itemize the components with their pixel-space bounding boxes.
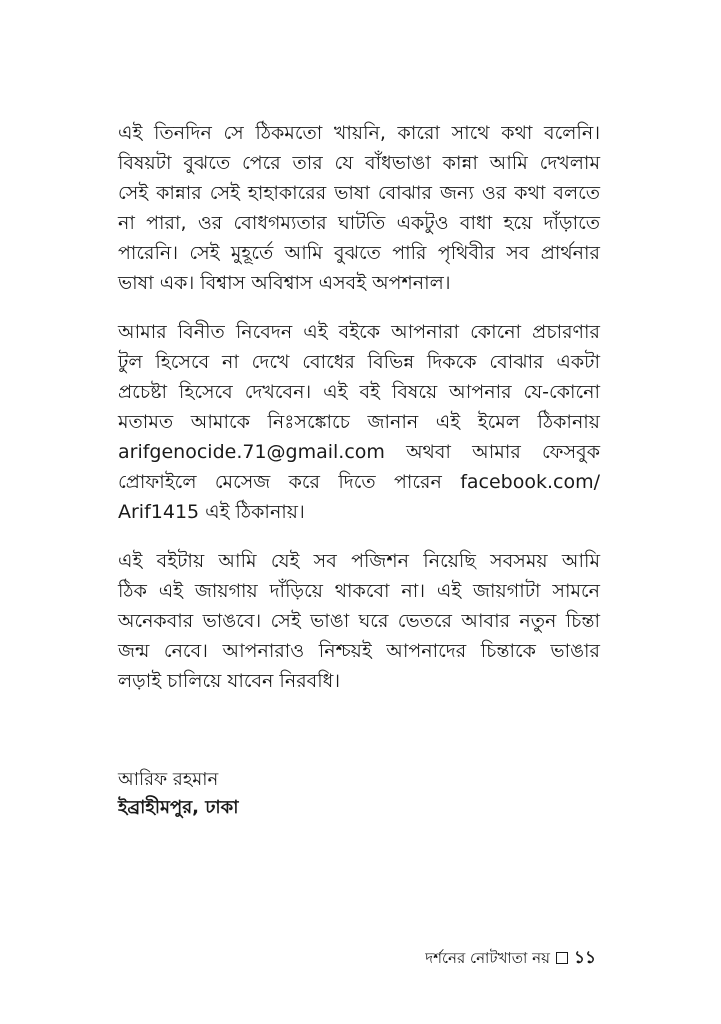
page-number: ১১ xyxy=(573,948,596,968)
author-name: আরিফ রহমান xyxy=(118,769,219,790)
author-place: ইব্রাহীমপুর, ঢাকা xyxy=(118,797,239,818)
facebook-line: প্রোফাইলে মেসেজ করে দিতে পারেন facebook.com/ xyxy=(118,471,600,493)
text-line: আমার বিনীত নিবেদন এই বইকে আপনারা কোনো প্রচারণার xyxy=(118,321,600,343)
text-line: জন্ম নেবে। আপনারাও নিশ্চয়ই আপনাদের চিন্তাকে ভাঙার xyxy=(118,640,600,662)
paragraph-2 xyxy=(118,317,600,527)
text-line: সেই কান্নার সেই হাহাকারের ভাষা বোঝার জন্য ওর কথা বলতে xyxy=(118,182,600,204)
text-line: বিষয়টা বুঝতে পেরে তার যে বাঁধভাঙা কান্না আমি দেখলাম xyxy=(118,152,600,174)
page-footer xyxy=(425,948,596,968)
body-text xyxy=(118,118,600,715)
text-line: মতামত আমাকে নিঃসঙ্কোচে জানান এই ইমেল ঠিকানায় xyxy=(118,411,600,433)
paragraph-3 xyxy=(118,546,600,696)
signature-block xyxy=(118,766,238,822)
text-line: না পারা, ওর বোধগম্যতার ঘাটতি একটুও বাধা হয়ে দাঁড়াতে xyxy=(118,212,600,234)
text-line: প্রচেষ্টা হিসেবে দেখবেন। এই বই বিষয়ে আপনার যে-কোনো xyxy=(118,381,600,403)
text-line: অনেকবার ভাঙবে। সেই ভাঙা ঘরে ভেতরে আবার নতুন চিন্তা xyxy=(118,610,600,632)
text-line: পারেনি। সেই মুহূর্তে আমি বুঝতে পারি পৃথিবীর সব প্রার্থনার xyxy=(118,242,600,264)
text-line: এই বইটায় আমি যেই সব পজিশন নিয়েছি সবসময় আমি xyxy=(118,550,600,572)
email-line: arifgenocide.71@gmail.com অথবা আমার ফেসবুক xyxy=(118,441,600,463)
paragraph-1 xyxy=(118,118,600,298)
text-line: এই তিনদিন সে ঠিকমতো খায়নি, কারো সাথে কথা বলেনি। xyxy=(118,122,600,144)
text-line: Arif1415 এই ঠিকানায়। xyxy=(118,501,305,523)
text-line: টুল হিসেবে না দেখে বোধের বিভিন্ন দিককে বোঝার একটা xyxy=(118,351,600,373)
text-line: ভাষা এক। বিশ্বাস অবিশ্বাস এসবই অপশনাল। xyxy=(118,272,451,294)
square-separator-icon xyxy=(556,952,568,964)
text-line: লড়াই চালিয়ে যাবেন নিরবধি। xyxy=(118,670,341,692)
text-line: ঠিক এই জায়গায় দাঁড়িয়ে থাকবো না। এই জায়গাটা সামনে xyxy=(118,580,600,602)
running-title: দর্শনের নোটখাতা নয় xyxy=(425,949,550,967)
